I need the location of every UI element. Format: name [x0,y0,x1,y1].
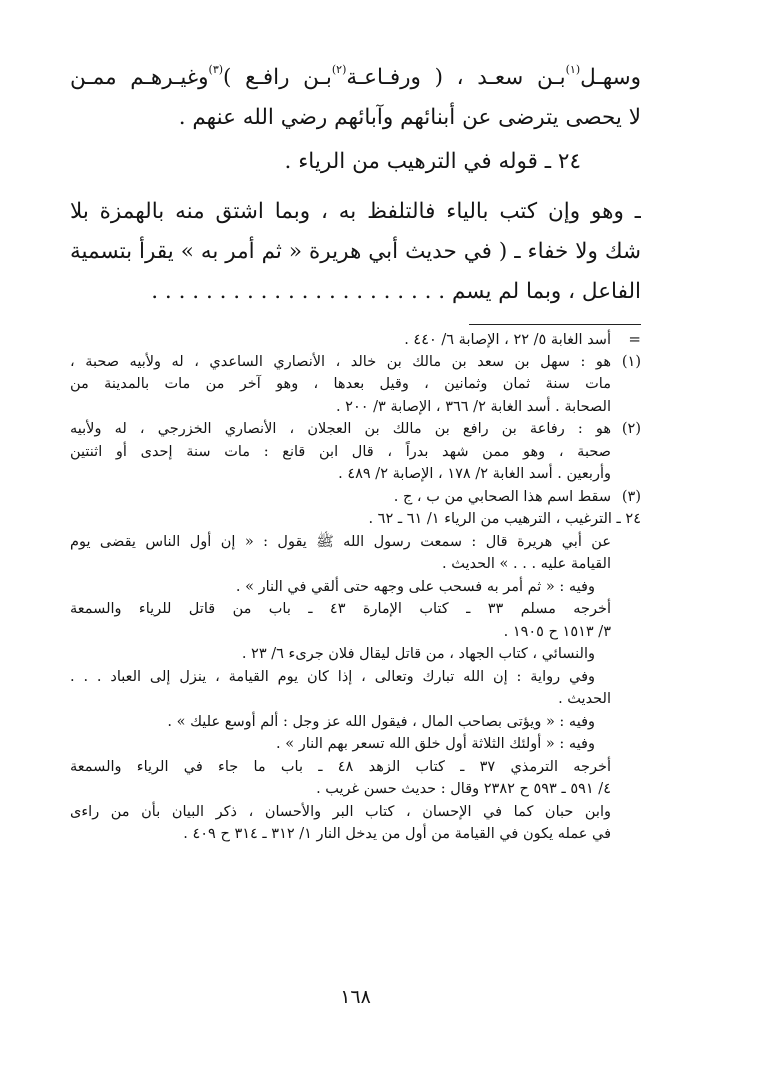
text-run: وغيـرهـم ممـن [70,65,209,90]
footnote-3 [70,486,641,509]
text-run: بـن رافـع ) [223,65,332,90]
footnotes [70,328,641,846]
footnote-line: هو : سهل بن سعد بن مالك بن خالد ، الأنصاري الساعدي ، له ولأبيه صحبة ، [70,353,611,370]
text-run: بـن سعـد ، ( ورفـاعـة [346,65,566,90]
takhrij-line: أخرجه الترمذي ٣٧ ـ كتاب الزهد ٤٨ ـ باب ما جاء في الرياء والسمعة [70,758,611,775]
footnote-1 [70,351,641,419]
takhrij-line: وفيه : « ويؤتى بصاحب المال ، فيقول الله عز وجل : ألم أوسع عليك » . [167,713,595,730]
footnote-marker-3[interactable]: (٣) [208,63,224,76]
main-line-4: ـ وهو وإن كتب بالياء فالتلفظ به ، وبما اشتق منه بالهمزة بلا [70,199,641,224]
takhrij-heading: ٢٤ ـ الترغيب ، الترهيب من الرياء ١/ ٦١ ـ ٦٢ . [368,511,641,527]
page-number: ١٦٨ [340,986,371,1008]
main-line-5: شك ولا خفاء ـ ( في حديث أبي هريرة « ثم أمر به » يقرأ بتسمية [70,239,641,264]
takhrij-line: القيامة عليه . . . » الحديث . [442,556,611,572]
text-run: أسد الغابة ٥/ ٢٢ ، الإصابة ٦/ ٤٤٠ . [404,332,611,348]
takhrij-line: وفيه : « ثم أمر به فسحب على وجهه حتى ألقي في النار » . [235,578,595,595]
footnote-number: (٢) [621,421,641,437]
footnote-number: (٣) [621,488,641,505]
takhrij-line: وفيه : « أولئك الثلاثة أول خلق الله تسعر بهم النار » . [276,736,595,752]
footnote-line: سقط اسم هذا الصحابي من ب ، ج . [393,488,611,505]
takhrij-line: وفي رواية : إن الله تبارك وتعالى ، إذا كان يوم القيامة ، ينزل إلى العباد . . . [70,668,595,685]
takhrij-line: أخرجه مسلم ٣٣ ـ كتاب الإمارة ٤٣ ـ باب من قاتل للرياء والسمعة [70,601,611,617]
continuation-mark: = [628,330,641,348]
takhrij-line: الحديث . [558,691,611,707]
takhrij-line: ٤/ ٥٩١ ـ ٥٩٣ ح ٢٣٨٢ وقال : حديث حسن غريب . [316,781,611,797]
footnote-line: الصحابة . أسد الغابة ٢/ ٣٦٦ ، الإصابة ٣/ ٢٠٠ . [335,398,611,415]
takhrij-line: والنسائي ، كتاب الجهاد ، من قاتل ليقال فلان جرىء ٦/ ٢٣ . [241,646,595,662]
takhrij-line: في عمله يكون في القيامة من أول من يدخل النار ١/ ٣١٢ ـ ٣١٤ ح ٤٠٩ . [183,826,611,842]
footnote-marker-2[interactable]: (٢) [331,63,347,76]
footnote-line: صحبة ، وهو ممن شهد بدراً ، قال ابن قانع : مات سنة إحدى أو اثنتين [70,443,611,460]
main-line-1 [70,58,641,98]
takhrij-line: ٣/ ١٥١٣ ح ١٩٠٥ . [503,623,611,640]
main-line-6: الفاعل ، وبما لم يسم . . . . . . . . . . . . . . . . . . . . . . [151,279,641,304]
footnote-number: (١) [621,353,641,370]
main-line-2: لا يحصى يترضى عن أبنائهم وآبائهم رضي الله عنهم . [178,105,641,130]
footnote-continuation [70,328,641,351]
footnote-line: مات سنة ثمان وثمانين ، وقيل بعدها ، وهو آخر من مات بالمدينة من [70,376,611,392]
footnote-2 [70,418,641,486]
footnote-separator [469,324,641,325]
text-run: وسهـل [580,65,641,90]
footnote-line: وأربعين . أسد الغابة ٢/ ١٧٨ ، الإصابة ٢/ ٤٨٩ . [338,466,611,482]
footnote-line: هو : رفاعة بن رافع بن مالك بن العجلان ، الأنصاري الخزرجي ، له ولأبيه [70,421,611,437]
footnote-marker-1[interactable]: (١) [565,63,581,76]
takhrij-line: عن أبي هريرة قال : سمعت رسول الله ﷺ يقول : « إن أول الناس يقضى يوم [70,533,611,550]
book-page [70,0,641,1088]
takhrij-line: وابن حبان كما في الإحسان ، كتاب البر والأحسان ، ذكر البيان بأن من راءى [70,803,611,820]
main-text [70,58,641,312]
section-heading: ٢٤ ـ قوله في الترهيب من الرياء . [284,149,581,174]
